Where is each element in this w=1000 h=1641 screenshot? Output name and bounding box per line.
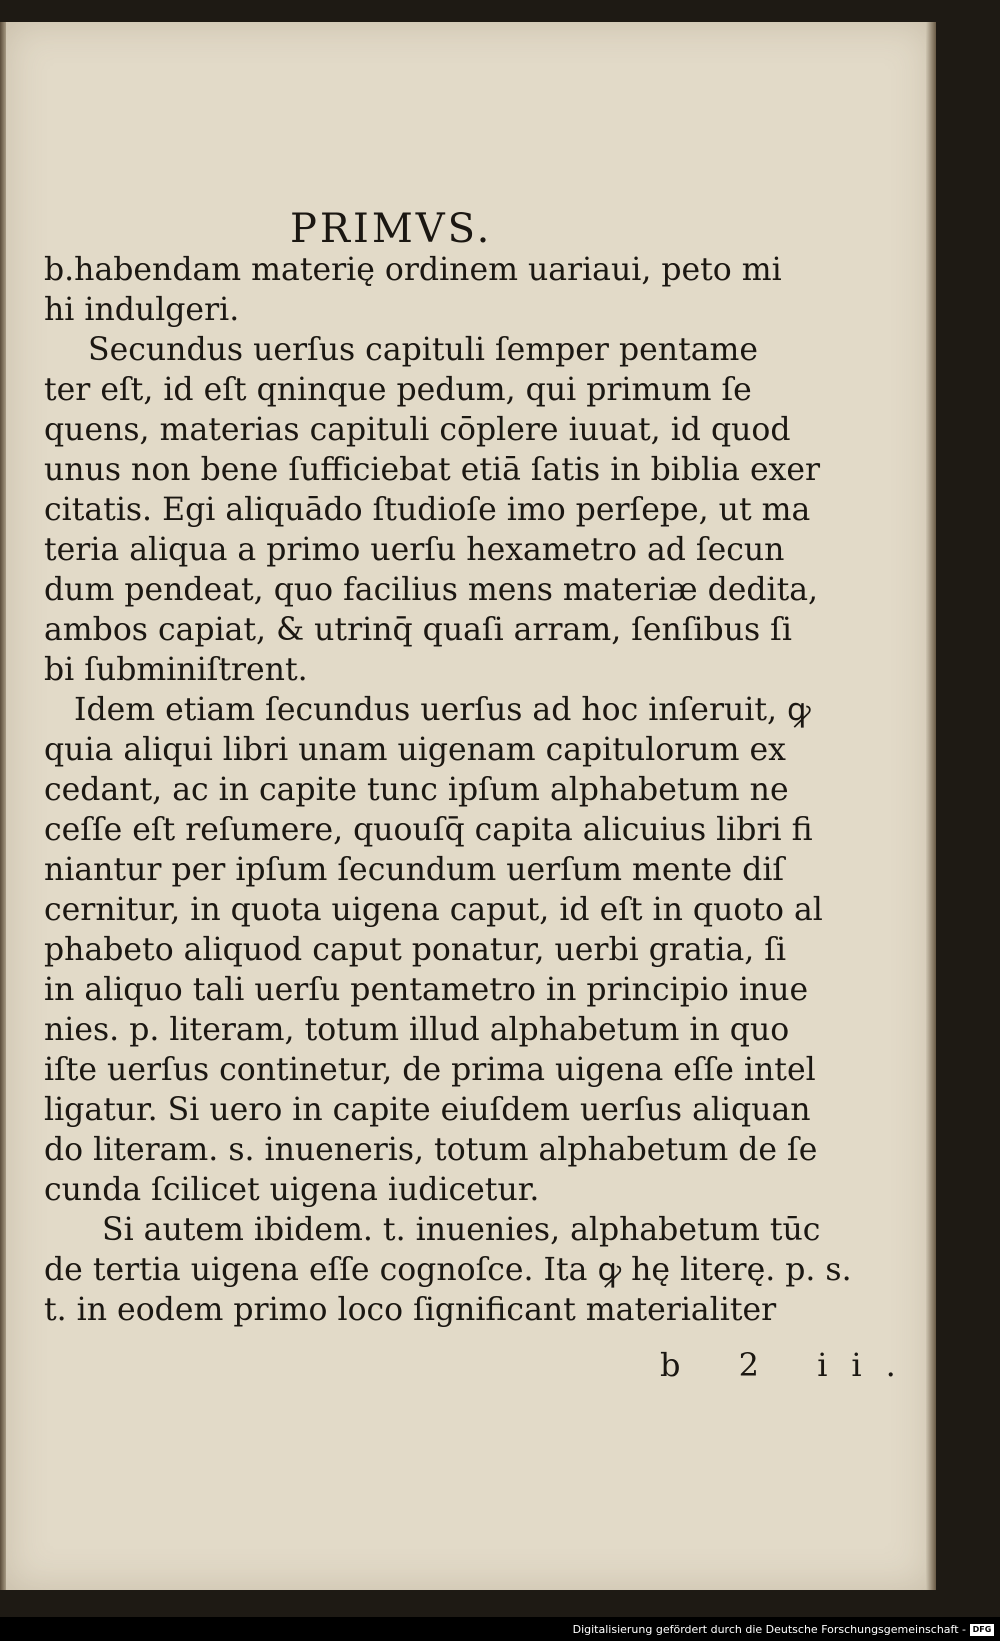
text-line: quia aliqui libri unam uigenam capitulorum ex: [44, 732, 786, 768]
text-line: de tertia uigena eſſe cognoſce. Ita ꝙ hę literę. p. s.: [44, 1252, 852, 1288]
text-line: cedant, ac in capite tunc ipſum alphabetum ne: [44, 772, 789, 808]
text-line: ceſſe eſt reſumere, quouſq̄ capita alicuius libri fi: [44, 812, 813, 848]
text-line: hi indulgeri.: [44, 292, 240, 328]
text-line: t. in eodem primo loco ſignificant materialiter: [44, 1292, 777, 1328]
text-line: in aliquo tali uerſu pentametro in principio inue: [44, 972, 809, 1008]
signature-mark: b 2 ii.: [660, 1346, 920, 1384]
text-line: ligatur. Si uero in capite eiuſdem uerſus aliquan: [44, 1092, 811, 1128]
text-line: phabeto aliquod caput ponatur, uerbi gratia, ſi: [44, 932, 787, 968]
running-head: PRIMVS.: [290, 206, 493, 252]
text-line: nies. p. literam, totum illud alphabetum in quo: [44, 1012, 790, 1048]
text-line: bi ſubminiſtrent.: [44, 652, 308, 688]
text-line: iſte uerſus continetur, de prima uigena eſſe intel: [44, 1052, 816, 1088]
text-line: Idem etiam ſecundus uerſus ad hoc inſeruit, ꝙ: [74, 692, 811, 728]
text-line: niantur per ipſum ſecundum uerſum mente diſ: [44, 852, 785, 888]
text-line: b.habendam materię ordinem uariaui, peto mi: [44, 252, 782, 288]
page-edge-right: [926, 22, 936, 1590]
text-line: Secundus uerſus capituli ſemper pentame: [88, 332, 759, 368]
text-line: ambos capiat, & utrinq̄ quaſi arram, ſenſibus ſi: [44, 612, 792, 648]
text-line: do literam. s. inueneris, totum alphabetum de ſe: [44, 1132, 818, 1168]
text-line: teria aliqua a primo uerſu hexametro ad ſecun: [44, 532, 785, 568]
dfg-logo-icon: DFG: [970, 1624, 994, 1636]
text-line: ter eſt, id eſt qninque pedum, qui primum ſe: [44, 372, 752, 408]
text-line: unus non bene ſufficiebat etiā ſatis in biblia exer: [44, 452, 821, 488]
text-line: citatis. Egi aliquādo ſtudioſe imo perſepe, ut ma: [44, 492, 811, 528]
text-line: cernitur, in quota uigena caput, id eſt in quoto al: [44, 892, 823, 928]
text-line: dum pendeat, quo facilius mens materiæ dedita,: [44, 572, 819, 608]
text-line: Si autem ibidem. t. inuenies, alphabetum tūc: [102, 1212, 821, 1248]
text-line: cunda ſcilicet uigena iudicetur.: [44, 1172, 540, 1208]
text-line: quens, materias capituli cōplere iuuat, id quod: [44, 412, 791, 448]
footer-credit: Digitalisierung gefördert durch die Deutsche Forschungsgemeinschaft -: [572, 1623, 966, 1636]
